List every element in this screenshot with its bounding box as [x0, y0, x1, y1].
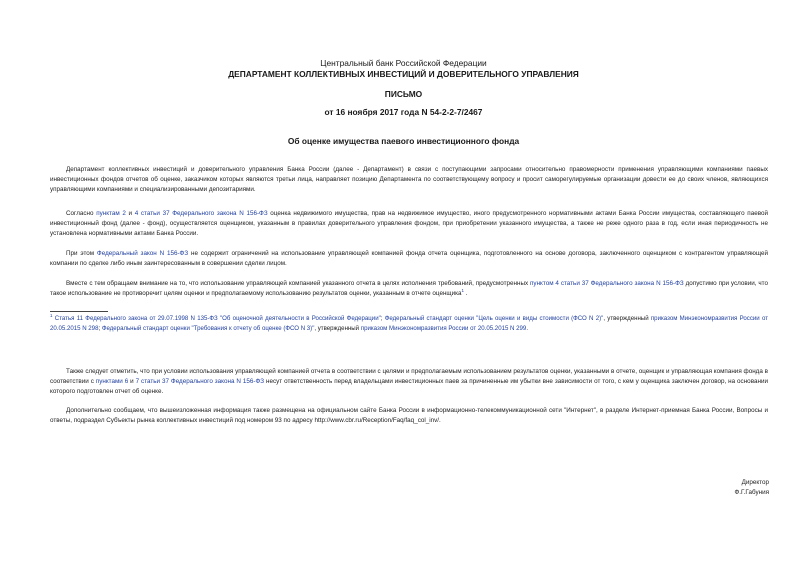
link-fso3[interactable]: Федеральный стандарт оценки "Требования к отчету об оценке (ФСО N 3)" [101, 325, 315, 332]
link-art37-p2[interactable]: пунктам 2 [96, 210, 126, 217]
footnote-ref[interactable]: 1 [461, 287, 465, 293]
text-run: и [125, 210, 135, 217]
paragraph-1-text: Департамент коллективных инвестиций и доверительного управления Банка России (далее - Департамент) в связи с поступающими запросами относительно правомерности применения управляющими компаниями паевых инвестиционных фондов отчетов об оценке, заказчиком которых являются третьи лица, направляет позицию Департамента по соответствующему вопросу и просит саморегулируемые организации довести ее до своих членов, являющихся управляющими компаниями и специализированными депозитариями. [50, 166, 768, 193]
text-run: Согласно [66, 210, 97, 217]
text-run: Вместе с тем обращаем внимание на то, что использование управляющей компанией указанного отчета в целях исполнения требований, предусмотренных [66, 280, 531, 287]
text-run: , утвержденный [603, 315, 651, 322]
text-run: При этом [66, 250, 97, 257]
text-run: Также следует отметить, что при условии использования управляющей компанией отчета в соответствии с целями и предполагаемым использованием результатов оценки, указанными в отчете, оценщик и управляющая компания фонда в соответствии с [50, 368, 768, 385]
department-name: ДЕПАРТАМЕНТ КОЛЛЕКТИВНЫХ ИНВЕСТИЦИЙ И ДОВЕРИТЕЛЬНОГО УПРАВЛЕНИЯ [228, 69, 579, 79]
date-number: от 16 ноября 2017 года N 54-2-2-7/2467 [324, 107, 483, 117]
link-law156[interactable]: Федеральный закон N 156-ФЗ [96, 250, 189, 257]
text-run: . [464, 290, 468, 297]
footnote [50, 314, 768, 334]
link-art37-p4[interactable]: пунктом 4 статьи 37 Федерального закона N 156-ФЗ [530, 280, 684, 287]
text-run: и [128, 378, 136, 385]
paragraph-3 [50, 249, 768, 269]
link-fso2[interactable]: Федеральный стандарт оценки "Цель оценки и виды стоимости (ФСО N 2)" [384, 315, 604, 322]
text-run: ; [380, 315, 385, 322]
footnote-divider [50, 311, 108, 312]
document-type: ПИСЬМО [384, 89, 423, 99]
link-art37-p7-law156[interactable]: 7 статьи 37 Федерального закона N 156-ФЗ [135, 378, 265, 385]
link-order299[interactable]: приказом Минэкономразвития России от 20.05.2015 N 299 [360, 325, 527, 332]
subject-title: Об оценке имущества паевого инвестиционного фонда [287, 136, 520, 146]
link-art11-law135[interactable]: Статья 11 Федерального закона от 29.07.1998 N 135-ФЗ "Об оценочной деятельности в Российской Федерации" [54, 315, 381, 322]
text-run: . [526, 325, 529, 332]
link-art37-p4-law156[interactable]: 4 статьи 37 Федерального закона N 156-ФЗ [134, 210, 268, 217]
link-order298[interactable]: приказом Минэкономразвития России от 20.05.2015 N 298 [50, 315, 768, 332]
paragraph-1 [50, 165, 768, 195]
signature-position: Директор [741, 479, 769, 486]
text-run: допустимо при условии, что такое использование не противоречит целям оценки и предполагаемому использованию результатов оценки, указанным в отчете оценщика [50, 280, 768, 297]
org-name: Центральный банк Российской Федерации [320, 58, 487, 68]
signature-name: Ф.Г.Габуния [734, 489, 769, 496]
text-run: ; [98, 325, 102, 332]
footnote-mark[interactable]: 1 [50, 312, 53, 318]
paragraph-4 [50, 279, 768, 299]
text-run: не содержит ограничений на использование управляющей компанией фонда отчета оценщика, подготовленного на основе договора, заключенного оценщиком с контрагентом управляющей компании по сделке либо иным заинтересованным в совершении сделки лицом. [50, 250, 768, 267]
text-run: несут ответственность перед владельцами инвестиционных паев за причиненные им убытки вне зависимости от того, с кем у оценщика заключен договор, на основании которого подготовлен отчет об оценке. [50, 378, 768, 395]
text-run: , утвержденный [314, 325, 361, 332]
paragraph-6-text: Дополнительно сообщаем, что вышеизложенная информация также размещена на официальном сайте Банка России в информационно-телекоммуникационной сети "Интернет", в разделе Интернет-приемная Банка России, Вопросы и ответы, подраздел Субъекты рынка коллективных инвестиций под номером 93 по адресу http://www.cbr.ru/Reception/Faq/faq_col_inv/. [50, 407, 768, 424]
paragraph-2 [50, 209, 768, 239]
paragraph-6 [50, 406, 768, 426]
link-art37-p6[interactable]: пунктами 6 [95, 378, 129, 385]
paragraph-5 [50, 367, 768, 397]
text-run: оценка недвижимого имущества, прав на недвижимое имущество, иного предусмотренного нормативными актами Банка России имущества, составляющего паевой инвестиционный фонд (далее - фонд), осуществляется оценщиком, указанным в правилах доверительного управления фондом, при приобретении указанного имущества, а также не реже одного раза в год, если иная периодичность не установлена нормативными актами Банка России. [50, 210, 768, 237]
